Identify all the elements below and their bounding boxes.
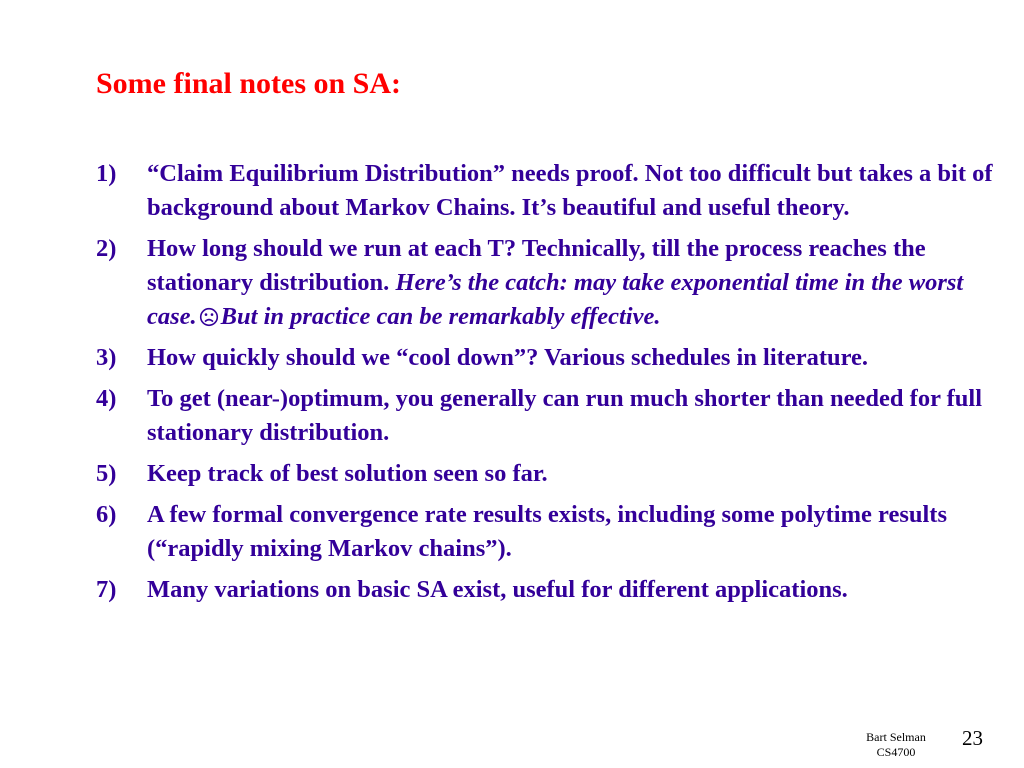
list-item-segment: To get (near-)optimum, you generally can run much shorter than needed for full stationary distribution. (147, 385, 983, 446)
list-item (96, 232, 1001, 334)
list-item-text (147, 573, 1001, 607)
list-item (96, 382, 1001, 450)
list-item-number: 3) (96, 344, 117, 371)
list-item (96, 498, 1001, 566)
footer-author: Bart Selman (866, 730, 926, 744)
list-item-text (147, 341, 1001, 375)
list-item-text (147, 157, 1001, 225)
list-item (96, 157, 1001, 225)
list-item-number: 2) (96, 235, 117, 262)
list-item (96, 341, 1001, 375)
list-item-text (147, 498, 1001, 566)
list-item-number: 1) (96, 160, 117, 187)
footer-author-block (850, 730, 942, 760)
page-number: 23 (962, 726, 983, 750)
sad-face-icon (199, 307, 219, 327)
list-item-number: 6) (96, 501, 117, 528)
list-item-segment: How quickly should we “cool down”? Various schedules in literature. (147, 344, 869, 371)
list-item (96, 573, 1001, 607)
list-item-segment: A few formal convergence rate results exists, including some polytime results (“rapidly mixing Markov chains”). (147, 501, 947, 562)
list-item-text (147, 232, 1001, 334)
notes-list (96, 157, 1001, 614)
list-item-number: 4) (96, 385, 117, 412)
list-item-number: 7) (96, 576, 117, 603)
footer-course: CS4700 (876, 745, 916, 759)
list-item-segment: Many variations on basic SA exist, useful for different applications. (147, 576, 848, 603)
list-item (96, 457, 1001, 491)
slide-title: Some final notes on SA: (96, 67, 402, 100)
list-item-emphasis: But in practice can be remarkably effective. (220, 303, 661, 330)
list-item-text (147, 457, 1001, 491)
list-item-segment: How long should we run at each T? Technically, till the process reaches the stationary distribution. (147, 235, 926, 296)
list-item-number: 5) (96, 460, 117, 487)
list-item-text (147, 382, 1001, 450)
list-item-segment: Keep track of best solution seen so far. (147, 460, 548, 487)
list-item-emphasis: Here’s the catch: may take exponential time in the worst case. (147, 269, 964, 330)
list-item-segment: “Claim Equilibrium Distribution” needs proof. Not too difficult but takes a bit of background about Markov Chains. It’s beautiful and useful theory. (147, 160, 993, 221)
